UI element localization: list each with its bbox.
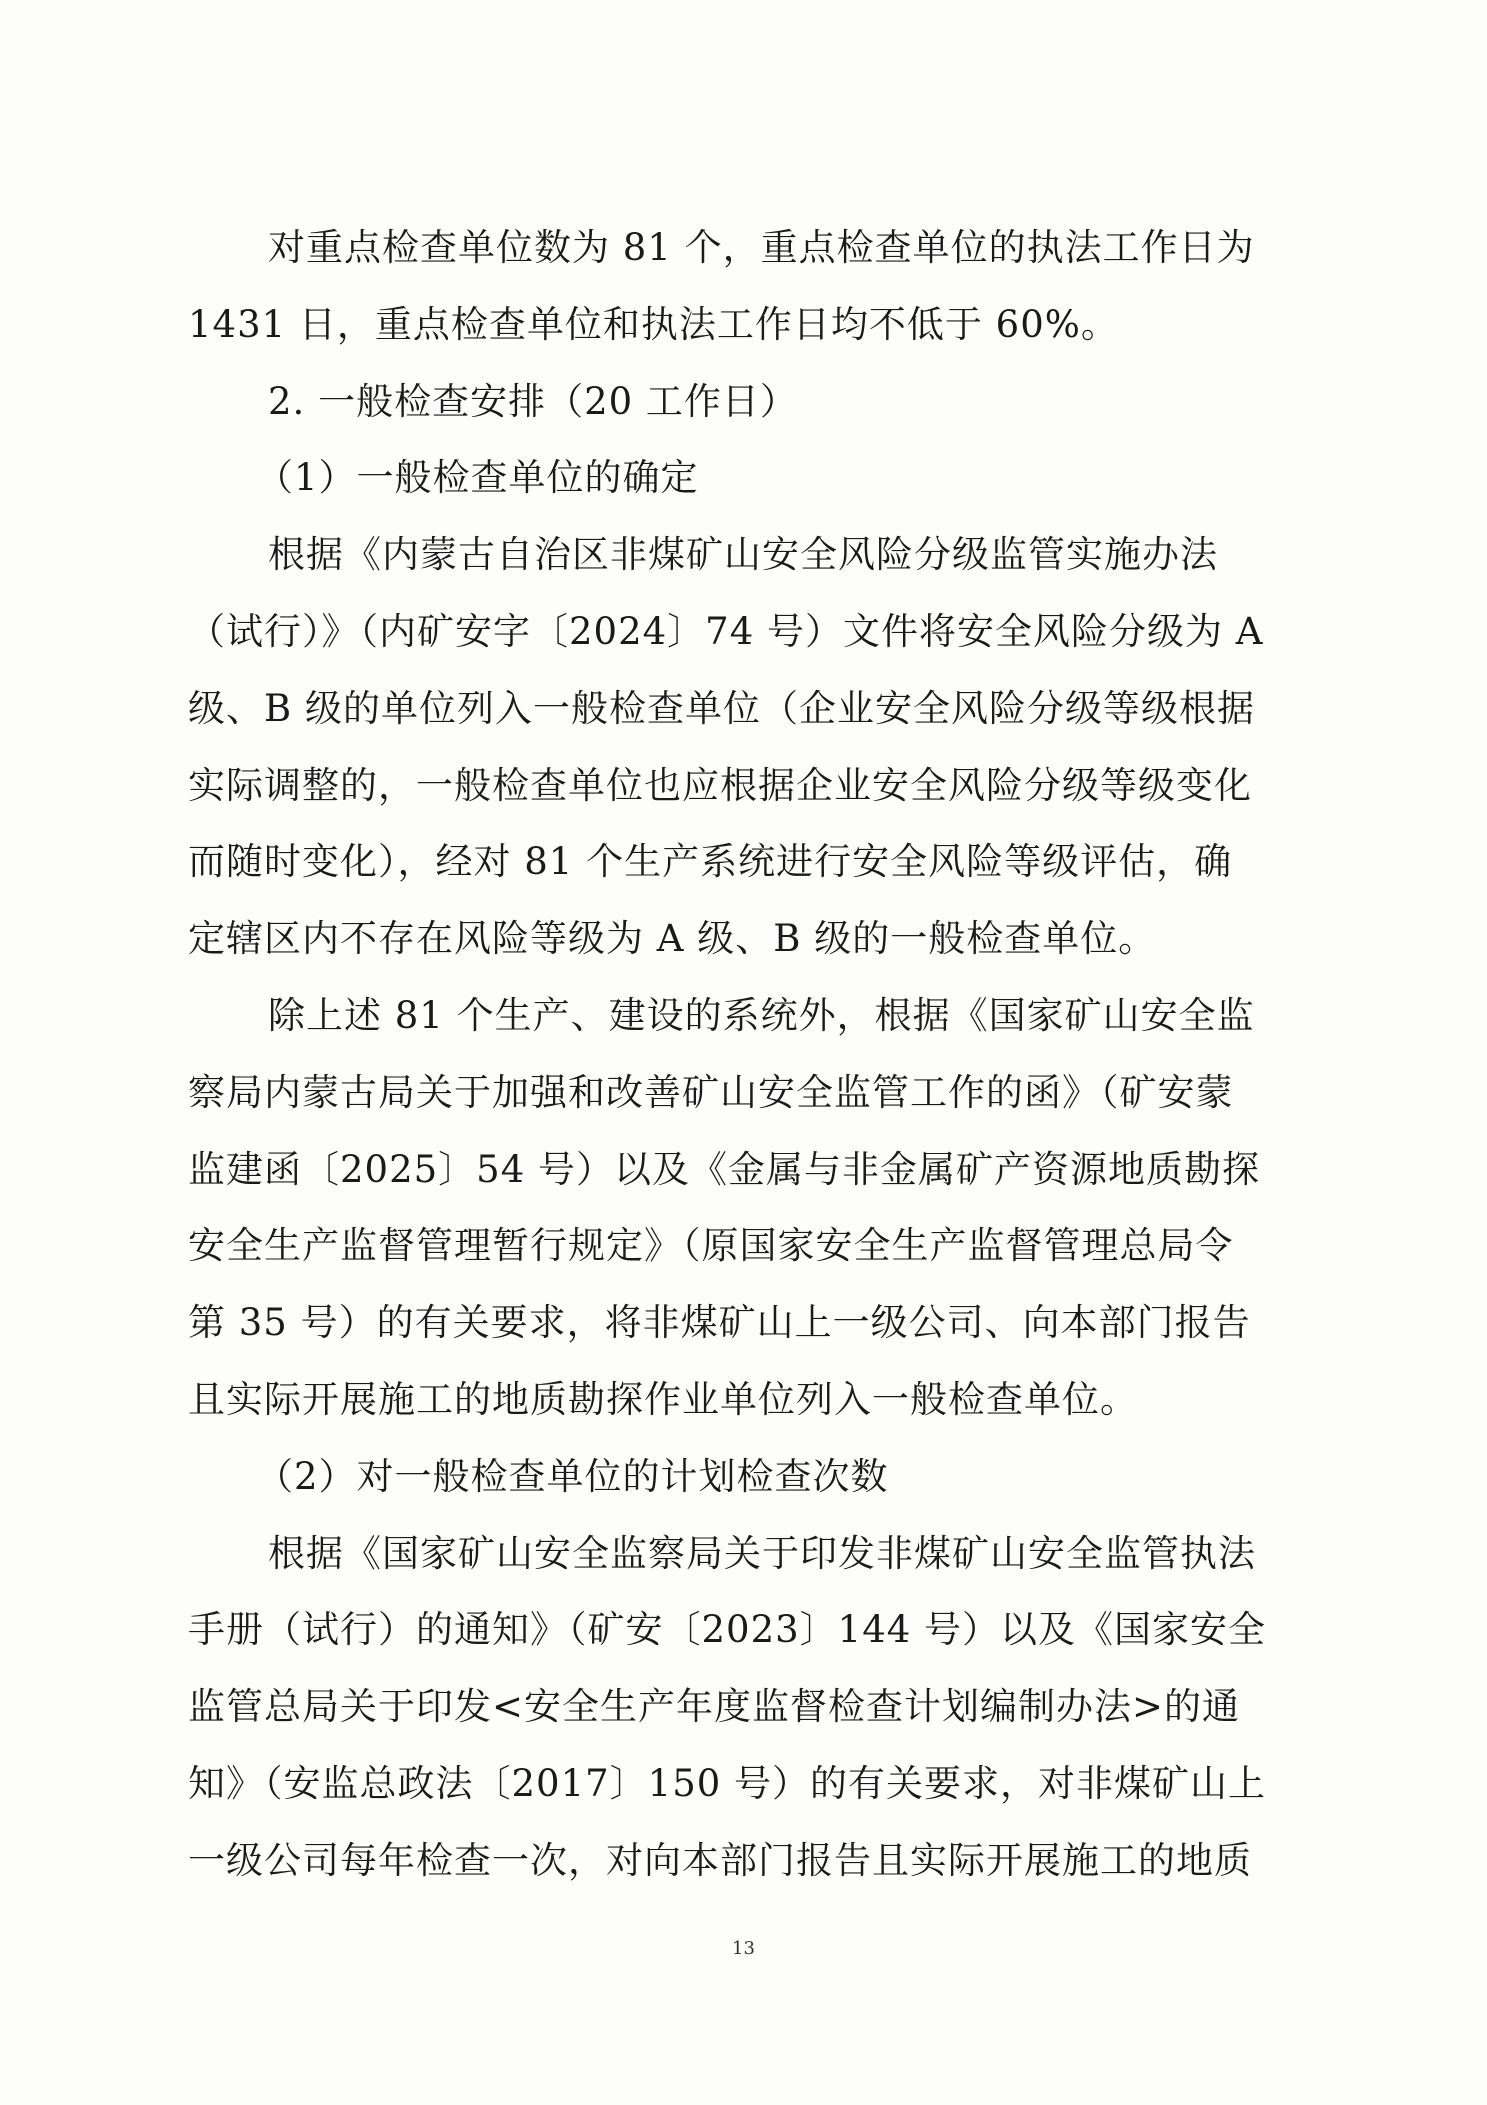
text-line: 除上述 81 个生产、建设的系统外，根据《国家矿山安全监 <box>268 994 1255 1037</box>
text-line: 而随时变化），经对 81 个生产系统进行安全风险等级评估，确 <box>188 840 1233 883</box>
text-line: 对重点检查单位数为 81 个，重点检查单位的执法工作日为 <box>268 226 1255 269</box>
text-line: 一级公司每年检查一次，对向本部门报告且实际开展施工的地质 <box>188 1839 1252 1882</box>
text-line: 知》（安监总政法〔2017〕150 号）的有关要求，对非煤矿山上 <box>188 1762 1267 1805</box>
text-line: 1431 日，重点检查单位和执法工作日均不低于 60%。 <box>188 303 1119 346</box>
text-line: 第 35 号）的有关要求，将非煤矿山上一级公司、向本部门报告 <box>188 1301 1251 1344</box>
text-line: 级、B 级的单位列入一般检查单位（企业安全风险分级等级根据 <box>188 687 1255 730</box>
text-line: 定辖区内不存在风险等级为 A 级、B 级的一般检查单位。 <box>188 917 1157 960</box>
text-line: 手册（试行）的通知》（矿安〔2023〕144 号）以及《国家安全 <box>188 1608 1267 1651</box>
text-line: 根据《国家矿山安全监察局关于印发非煤矿山安全监管执法 <box>268 1532 1256 1575</box>
text-line: 安全生产监督管理暂行规定》（原国家安全生产监督管理总局令 <box>188 1224 1234 1267</box>
text-line: 监建函〔2025〕54 号）以及《金属与非金属矿产资源地质勘探 <box>188 1148 1261 1191</box>
text-line: 监管总局关于印发<安全生产年度监督检查计划编制办法>的通 <box>188 1685 1241 1728</box>
page-number: 13 <box>732 1938 755 1959</box>
text-line: 根据《内蒙古自治区非煤矿山安全风险分级监管实施办法 <box>268 533 1218 576</box>
text-line: 实际调整的，一般检查单位也应根据企业安全风险分级等级变化 <box>188 764 1252 807</box>
text-line: 且实际开展施工的地质勘探作业单位列入一般检查单位。 <box>188 1378 1138 1421</box>
subsection-heading: （1）一般检查单位的确定 <box>256 456 699 499</box>
subsection-heading: （2）对一般检查单位的计划检查次数 <box>256 1455 889 1498</box>
text-line: （试行）》（内矿安字〔2024〕74 号）文件将安全风险分级为 A <box>188 610 1264 653</box>
text-line: 察局内蒙古局关于加强和改善矿山安全监管工作的函》（矿安蒙 <box>188 1071 1234 1114</box>
section-heading: 2. 一般检查安排（20 工作日） <box>268 380 798 423</box>
